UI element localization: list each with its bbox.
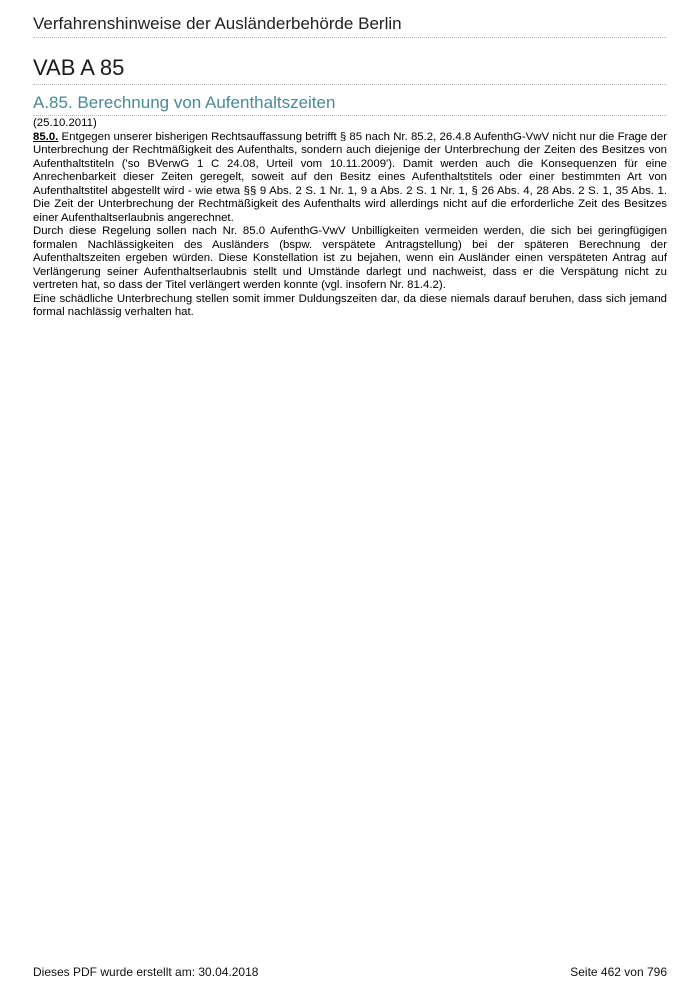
document-body xyxy=(33,117,667,320)
section-anchor-link[interactable]: 85.0. xyxy=(33,130,59,143)
revision-date: (25.10.2011) xyxy=(33,117,97,129)
paragraph-85-0 xyxy=(33,131,667,226)
publisher-header: Verfahrenshinweise der Ausländerbehörde Berlin xyxy=(33,14,402,33)
pdf-created-date: Dieses PDF wurde erstellt am: 30.04.2018 xyxy=(33,965,259,979)
section-title: A.85. Berechnung von Aufenthaltszeiten xyxy=(33,93,336,112)
section-divider xyxy=(33,115,667,116)
header-divider xyxy=(33,37,667,38)
document-title: VAB A 85 xyxy=(33,55,125,80)
paragraph-text: Entgegen unserer bisherigen Rechtsauffassung betrifft § 85 nach Nr. 85.2, 26.4.8 AufenthG-VwV nicht nur die Frage der Unterbrechung der Rechtmäßigkeit des Aufenthalts, sondern auch diejenige der Unterbrechung der Zeiten des Besitzes von Aufenthaltstiteln ('so BVerwG 1 C 24.08, Urteil vom 10.11.2009'). Damit werden auch die Konsequenzen für eine Anrechenbarkeit dieser Zeiten geregelt, soweit auf den Besitz eines Aufenthaltstitels oder einer bestimmten Art von Aufenthaltstitel abgestellt wird - wie etwa §§ 9 Abs. 2 S. 1 Nr. 1, 9 a Abs. 2 S. 1 Nr. 1, § 26 Abs. 4, 28 Abs. 2 S. 1, 35 Abs. 1. Die Zeit der Unterbrechung der Rechtmäßigkeit des Aufenthalts wird allerdings nicht auf die erforderliche Zeit des Besitzes einer Aufenthaltserlaubnis angerechnet. xyxy=(33,130,667,224)
paragraph-duldung: Eine schädliche Unterbrechung stellen somit immer Duldungszeiten dar, da diese niemals darauf beruhen, dass sich jemand formal nachlässig verhalten hat. xyxy=(33,292,667,318)
page-number: Seite 462 von 796 xyxy=(570,965,667,979)
paragraph-regulation: Durch diese Regelung sollen nach Nr. 85.0 AufenthG-VwV Unbilligkeiten vermeiden werden, die sich bei geringfügigen formalen Nachlässigkeiten des Ausländers (bspw. verspätete Antragstellung) bei der späteren Berechnung der Aufenthaltszeiten ergeben würden. Diese Konstellation ist zu bejahen, wenn ein Ausländer einen verspäteten Antrag auf Verlängerung seiner Aufenthaltserlaubnis stellt und Umstände darlegt und nachweist, dass er die Verspätung nicht zu vertreten hat, so dass der Titel verlängert werden konnte (vgl. insofern Nr. 81.4.2). xyxy=(33,225,667,291)
title-divider xyxy=(33,84,667,85)
